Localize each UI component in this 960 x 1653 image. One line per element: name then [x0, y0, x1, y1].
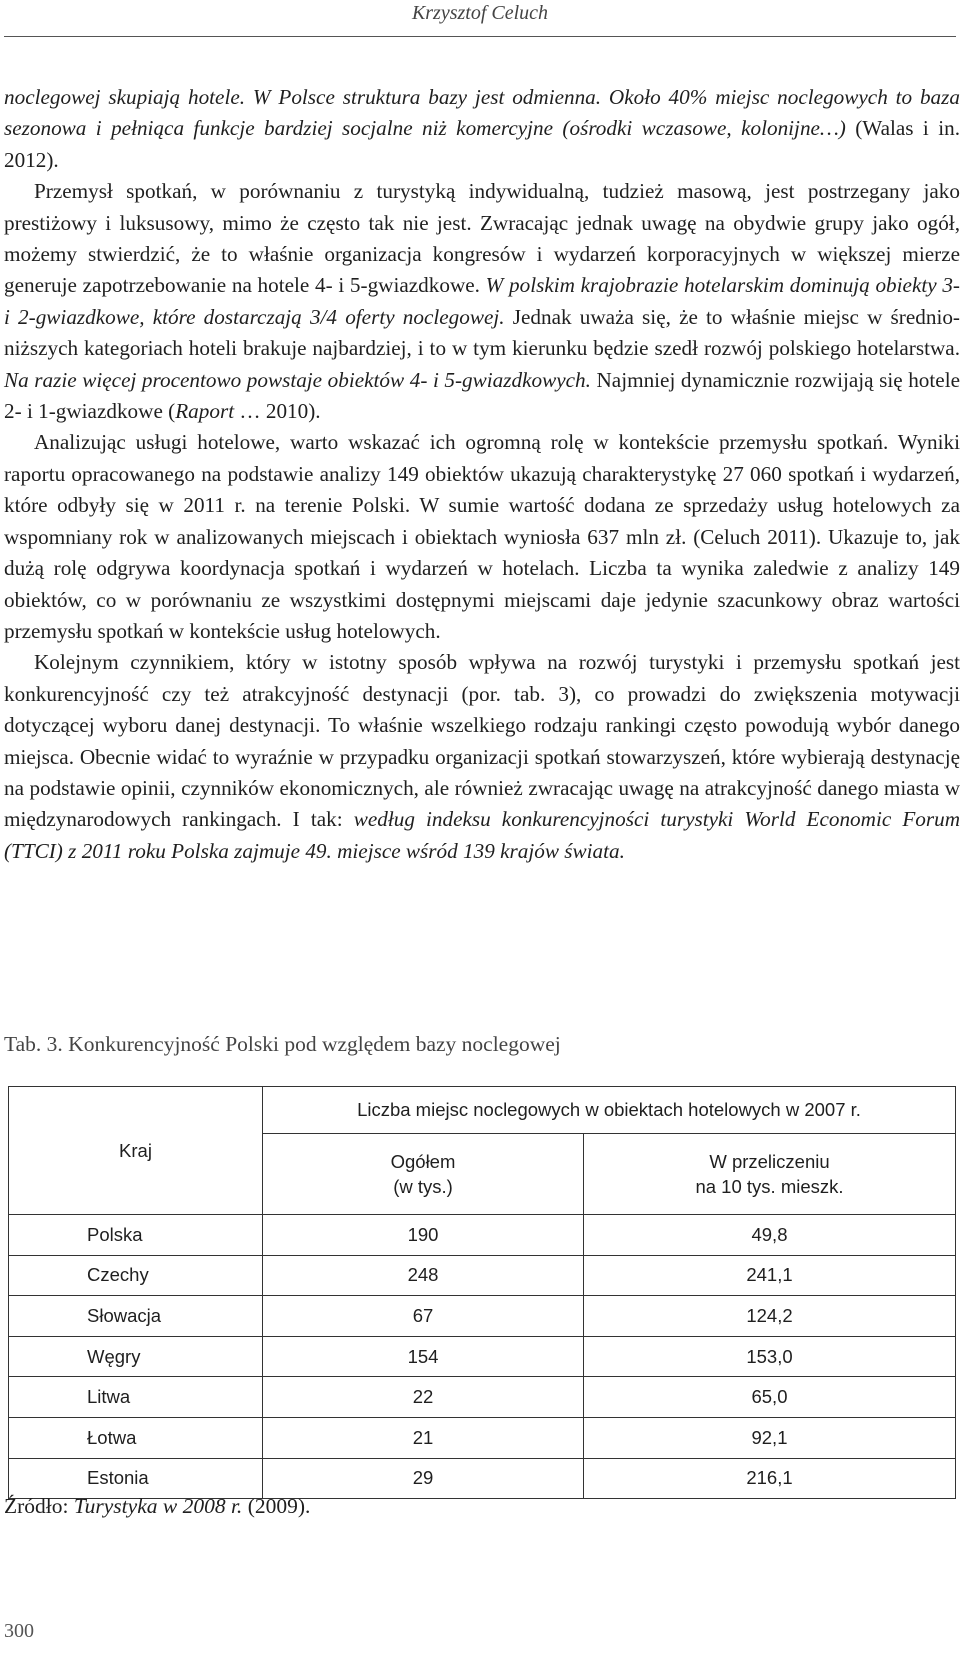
cell-total: 22: [263, 1377, 584, 1418]
cell-total: 67: [263, 1296, 584, 1337]
header-country: Kraj: [9, 1087, 263, 1215]
cell-total: 29: [263, 1458, 584, 1499]
header-per-capita-line-1: W przeliczeniu: [709, 1151, 830, 1172]
table-row: [9, 1296, 956, 1337]
table-row: [9, 1458, 956, 1499]
table-row: [9, 1215, 956, 1256]
accommodation-table: [8, 1086, 956, 1499]
table-source: [4, 1494, 310, 1519]
header-per-capita-line-2: na 10 tys. mieszk.: [695, 1176, 844, 1197]
paragraph-1-italic: noclegowej skupiają hotele. W Polsce struktura bazy jest odmienna. Około 40% miejsc noclegowych to baza sezonowa i pełniąca funkcje bardziej socjalne niż komercyjne (ośrodki wczasowe, kolonijne…): [4, 85, 960, 141]
cell-per-capita: 241,1: [584, 1255, 956, 1296]
header-total: [263, 1134, 584, 1215]
cell-per-capita: 124,2: [584, 1296, 956, 1337]
paragraph-2-part-c: Jednak uważa się, że to właśnie miejsc w średnio-niższych kategoriach hoteli brakuje najbardziej, i to w tym kierunku będzie szedł rozwój polskiego hotelarstwa.: [4, 304, 960, 361]
paragraph-2-part-d: Na razie więcej procentowo powstaje obiektów 4- i 5-gwiazdkowych.: [4, 367, 591, 392]
cell-per-capita: 92,1: [584, 1417, 956, 1458]
running-header: [0, 0, 960, 36]
cell-country: Łotwa: [9, 1417, 263, 1458]
paragraph-2-part-e: Najmniej dynamicznie rozwijają się hotele 2- i 1-gwiazdkowe (: [4, 367, 960, 424]
table-row: [9, 1417, 956, 1458]
paragraph-4-part-b: według indeksu konkurencyjności turystyki World Economic Forum (TTCI) z 2011 roku Polska zajmuje 49. miejsce wśród 139 krajów świata.: [4, 807, 960, 863]
cell-total: 248: [263, 1255, 584, 1296]
source-label: Źródło:: [4, 1494, 74, 1518]
cell-country: Litwa: [9, 1377, 263, 1418]
source-title: Turystyka w 2008 r.: [73, 1494, 243, 1518]
header-group: Liczba miejsc noclegowych w obiektach hotelowych w 2007 r.: [263, 1087, 956, 1134]
cell-country: Czechy: [9, 1255, 263, 1296]
cell-country: Słowacja: [9, 1296, 263, 1337]
paragraph-2-part-b: W polskim krajobrazie hotelarskim dominują obiekty 3- i 2-gwiazdkowe, które dostarczają 3/4 oferty noclegowej.: [4, 273, 960, 329]
header-total-line-1: Ogółem: [390, 1151, 456, 1172]
paragraph-2-part-g: … 2010).: [234, 399, 321, 424]
page-number: 300: [4, 1620, 34, 1642]
cell-total: 21: [263, 1417, 584, 1458]
paragraph-2-part-a: Przemysł spotkań, w porównaniu z turystyką indywidualną, tudzież masową, jest postrzegany jako prestiżowy i luksusowy, mimo że często tak nie jest. Zwracając jednak uwagę na obydwie grupy jako ogół, możemy stwierdzić, że to właśnie organizacja kongresów i wydarzeń korporacyjnych w większej mierze generuje zapotrzebowanie na hotele 4- i 5-gwiazdkowe.: [4, 179, 960, 298]
cell-per-capita: 65,0: [584, 1377, 956, 1418]
paragraph-1: [4, 82, 960, 176]
paragraph-3: Analizując usługi hotelowe, warto wskazać ich ogromną rolę w kontekście przemysłu spotkań. Wyniki raportu opracowanego na podstawie analizy 149 obiektów ukazują charakterystykę 27 060 spotkań i wydarzeń, które odbyły się w 2011 r. na terenie Polski. W sumie wartość dodana ze sprzedaży usług hotelowych za wspomniany rok w analizowanych miejscach i obiektach wyniosła 637 mln zł. (Celuch 2011). Ukazuje to, jak dużą rolę odgrywa koordynacja spotkań i wydarzeń w hotelach. Liczba ta wynika zaledwie z analizy 149 obiektów, co w porównaniu ze wszystkimi dostępnymi miejscami daje jedynie szacunkowy obraz wartości przemysłu spotkań w kontekście usług hotelowych.: [4, 430, 960, 643]
paragraph-4: [4, 647, 960, 867]
header-rule: [4, 36, 956, 37]
table-row: [9, 1255, 956, 1296]
cell-total: 190: [263, 1215, 584, 1256]
header-total-line-2: (w tys.): [393, 1176, 453, 1197]
paragraph-2: [4, 176, 960, 427]
table-row: [9, 1377, 956, 1418]
cell-total: 154: [263, 1336, 584, 1377]
body-text: [4, 82, 960, 867]
cell-country: Węgry: [9, 1336, 263, 1377]
paragraph-1-citation: (Walas i in. 2012).: [4, 116, 960, 172]
cell-country: Polska: [9, 1215, 263, 1256]
source-year: (2009).: [242, 1494, 311, 1518]
paragraph-4-part-a: Kolejnym czynnikiem, który w istotny sposób wpływa na rozwój turystyki i przemysłu spotkań jest konkurencyjność czy też atrakcyjność destynacji (por. tab. 3), co prowadzi do zwiększenia motywacji dotyczącej wyboru danej destynacji. To właśnie wszelkiego rodzaju rankingi często powodują wybór danego miejsca. Obecnie widać to wyraźnie w przypadku organizacji spotkań stowarzyszeń, które wybierają destynację na podstawie opinii, czynników ekonomicznych, ale również zwracając uwagę na atrakcyjność danego miasta w międzynarodowych rankingach. I tak:: [4, 650, 960, 832]
table-caption: Tab. 3. Konkurencyjność Polski pod względem bazy noclegowej: [4, 1032, 561, 1056]
header-per-capita: [584, 1134, 956, 1215]
cell-country: Estonia: [9, 1458, 263, 1499]
table-row: [9, 1336, 956, 1377]
paragraph-2-report-title: Raport: [175, 399, 235, 424]
header-author: Krzysztof Celuch: [411, 2, 549, 24]
cell-per-capita: 153,0: [584, 1336, 956, 1377]
cell-per-capita: 216,1: [584, 1458, 956, 1499]
cell-per-capita: 49,8: [584, 1215, 956, 1256]
